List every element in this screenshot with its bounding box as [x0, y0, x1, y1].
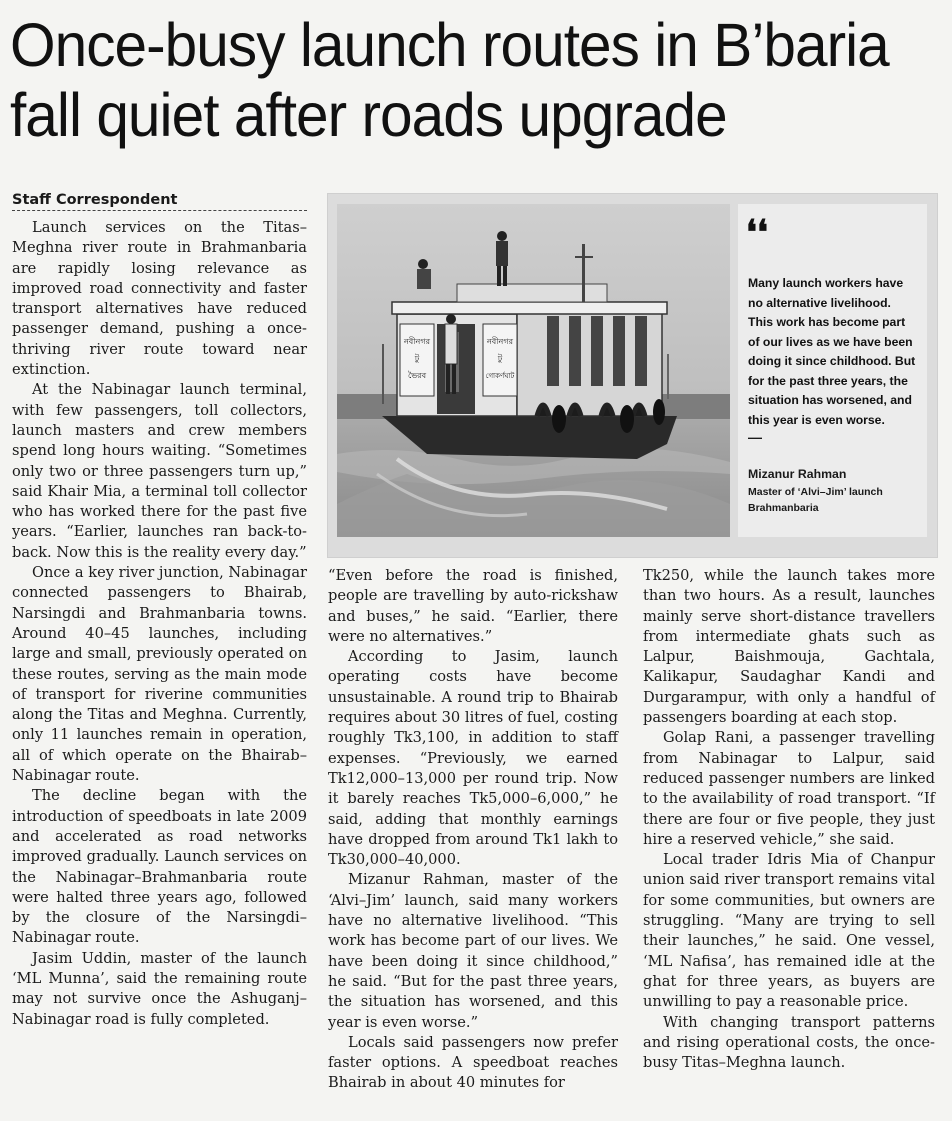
paragraph: “Even before the road is finished, people are travelling by auto-rickshaw and buses,” he said. “Earlier, there were no alternatives.”	[328, 567, 618, 645]
paragraph: Tk250, while the launch takes more than two hours. As a result, launches mainly serve short-distance travellers from intermediate ghats such as Lalpur, Baishmouja, Gachtala, Kalikapur, Saudaghar Kandi and Durgarampur, with only a handful of passengers boarding at each stop.	[643, 567, 935, 727]
paragraph: Launch services on the Titas–Meghna river route in Brahmanbaria are rapidly losing relevance as improved road connectivity and faster transport alternatives have reduced passenger demand, pushing a once-thriving river route toward near extinction.	[12, 219, 307, 379]
paragraph: At the Nabinagar launch terminal, with few passengers, toll collectors, launch masters and crew members spend long hours waiting. “Sometimes only two or three passengers turn up,” said Khair Mia, a terminal toll collector who has worked there for the past five years. “Earlier, launches ran back-to-back. Now this is the reality every day.”	[12, 381, 307, 561]
headline-line-2: fall quiet after roads upgrade	[10, 81, 727, 149]
quote-author-title-line-1: Master of ‘Alvi–Jim’ launch	[748, 486, 883, 498]
sign-right-line-2: টু	[497, 354, 503, 363]
quote-author-name: Mizanur Rahman	[748, 467, 847, 481]
launch-photo	[337, 204, 730, 537]
headline-line-1: Once-busy launch routes in B’baria	[10, 11, 889, 79]
paragraph: The decline began with the introduction of speedboats in late 2009 and accelerated as road networks improved gradually. Launch services on the Nabinagar–Brahmanbaria route were halted three years ago, followed by the closure of the Narsingdi–Nabinagar route.	[12, 787, 307, 947]
pull-quote	[738, 204, 927, 537]
paragraph: Golap Rani, a passenger travelling from Nabinagar to Lalpur, said reduced passenger numbers are linked to the availability of road transport. “If there are four or five people, they just hire a reserved vehicle,” she said.	[643, 729, 935, 848]
paragraph: According to Jasim, launch operating costs have become unsustainable. A round trip to Bhairab requires about 30 litres of fuel, costing roughly Tk3,100, in addition to staff expenses. “Previously, we earned Tk12,000–13,000 per round trip. Now it barely reaches Tk5,000–6,000,” he said, adding that monthly earnings have dropped from around Tk1 lakh to Tk30,000–40,000.	[328, 648, 618, 869]
quote-author-title	[748, 484, 923, 516]
quote-author-title-line-2: Brahmanbaria	[748, 502, 819, 514]
quote-dash: —	[748, 429, 762, 445]
sign-left-line-2: টু	[414, 354, 420, 363]
article-column-1	[12, 218, 307, 1030]
sign-right-line-1: নবীনগর	[487, 337, 513, 346]
paragraph: With changing transport patterns and rising operational costs, the once-busy Titas–Meghna launch.	[643, 1013, 935, 1072]
headline	[10, 10, 908, 150]
launch-boat-illustration	[337, 204, 730, 537]
quote-mark-icon: ❛❛	[746, 213, 768, 253]
paragraph: Mizanur Rahman, master of the ‘Alvi–Jim’ launch, said many workers have no alternative livelihood. “This work has become part of our lives. We have been doing it since childhood,” he said. “But for the past three years, the situation has worsened, and this year is even worse.”	[328, 871, 618, 1031]
paragraph: Locals said passengers now prefer faster options. A speedboat reaches Bhairab in about 40 minutes for	[328, 1033, 618, 1092]
sign-right-line-3: গোকর্ণঘাট	[485, 372, 515, 380]
byline: Staff Correspondent	[12, 192, 307, 211]
paragraph: Once a key river junction, Nabinagar connected passengers to Bhairab, Narsingdi and Brahmanbaria towns. Around 40–45 launches, including large and small, previously operated on these routes, serving as the main mode of transport for riverine communities along the Titas and Meghna. Currently, only 11 launches remain in operation, all of which operate on the Bhairab–Nabinagar route.	[12, 564, 307, 785]
paragraph: Local trader Idris Mia of Chanpur union said river transport remains vital for some communities, but owners are struggling. “Many are trying to sell their launches,” he said. One vessel, ‘ML Nafisa’, has remained idle at the ghat for three years, as buyers are unwilling to pay a reasonable price.	[643, 851, 935, 1011]
sign-left-line-1: নবীনগর	[404, 337, 430, 346]
quote-text: Many launch workers have no alternative livelihood. This work has become part of our lives as we have been doing it since childhood. But for the past three years, the situation has worsened, and this year is even worse.	[748, 276, 916, 427]
sign-left-line-3: ভৈরব	[407, 371, 427, 380]
paragraph: Jasim Uddin, master of the launch ‘ML Munna’, said the remaining route may not survive once the Ashuganj–Nabinagar road is fully completed.	[12, 949, 307, 1028]
article-column-3	[643, 566, 935, 1073]
photo-and-quote-box	[327, 193, 938, 558]
article-column-2	[328, 566, 618, 1094]
